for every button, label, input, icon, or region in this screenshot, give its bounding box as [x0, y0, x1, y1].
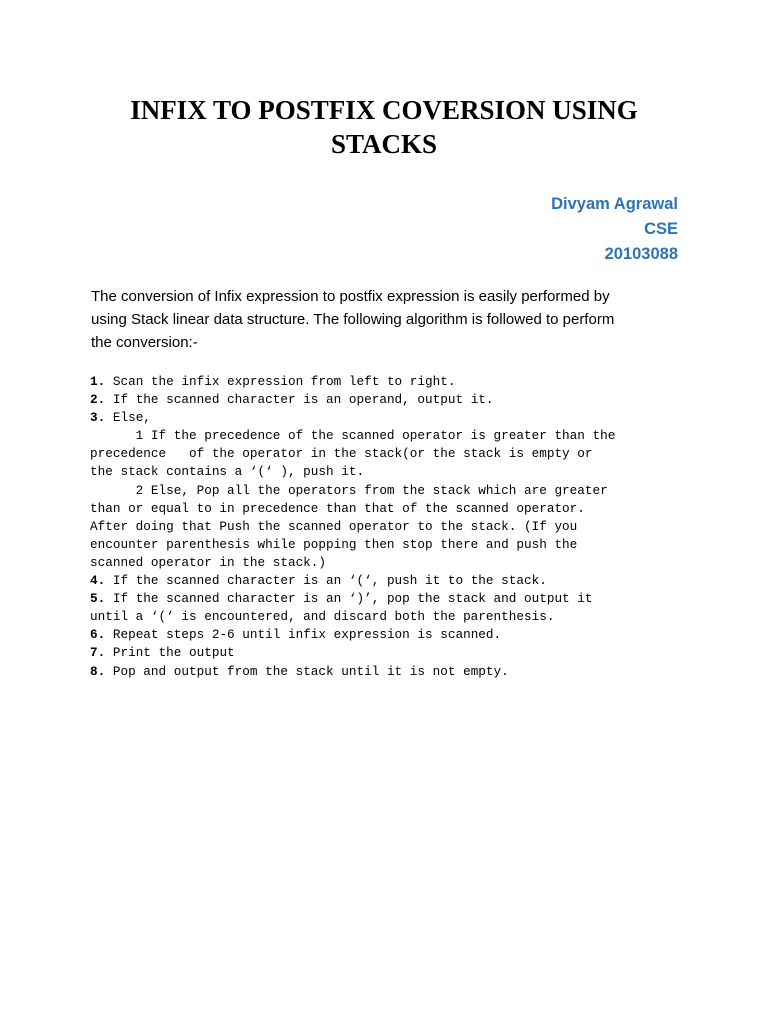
step-line [90, 536, 700, 554]
step-line [90, 626, 700, 644]
step-line [90, 590, 700, 608]
step-text: If the scanned character is an ‘)’, pop the stack and output it [105, 591, 593, 607]
step-number: 8. [90, 663, 106, 679]
step-text: encounter parenthesis while popping then stop there and push the [90, 536, 578, 552]
step-number: 5. [90, 591, 106, 607]
step-line [90, 644, 700, 662]
step-line [90, 500, 700, 518]
step-text: If the scanned character is an operand, output it. [105, 392, 494, 408]
intro-line: using Stack linear data structure. The following algorithm is followed to perform [91, 311, 615, 328]
author-name: Divyam Agrawal [551, 195, 678, 213]
step-text: Repeat steps 2-6 until infix expression is scanned. [105, 627, 502, 643]
step-text: until a ‘(‘ is encountered, and discard both the parenthesis. [90, 609, 555, 625]
step-line [90, 391, 700, 409]
step-text: After doing that Push the scanned operator to the stack. (If you [90, 518, 578, 534]
step-line [90, 608, 700, 626]
step-number: 4. [90, 573, 106, 589]
author-department: CSE [644, 220, 678, 238]
step-text: 1 If the precedence of the scanned operator is greater than the [90, 428, 616, 444]
step-text: Print the output [105, 645, 235, 661]
step-text: than or equal to in precedence than that of the scanned operator. [90, 500, 585, 516]
step-line [90, 463, 700, 481]
step-text: the stack contains a ‘(‘ ), push it. [90, 464, 365, 480]
step-line [90, 445, 700, 463]
step-text: Else, [105, 410, 151, 426]
intro-line: The conversion of Infix expression to postfix expression is easily performed by [91, 288, 610, 305]
step-line [90, 427, 700, 445]
step-text: scanned operator in the stack.) [90, 554, 327, 570]
step-line [90, 663, 700, 681]
step-line [90, 409, 700, 427]
step-line [90, 518, 700, 536]
step-line [90, 373, 700, 391]
title-line: STACKS [330, 129, 438, 159]
step-line [90, 554, 700, 572]
step-text: Pop and output from the stack until it is not empty. [105, 663, 509, 679]
title-line: INFIX TO POSTFIX COVERSION USING [130, 95, 638, 125]
intro-paragraph [91, 285, 691, 354]
author-roll-number: 20103088 [604, 245, 678, 263]
step-number: 7. [90, 645, 106, 661]
document-title [60, 93, 708, 161]
step-line [90, 482, 700, 500]
step-text: precedence of the operator in the stack(or the stack is empty or [90, 446, 593, 462]
step-line [90, 572, 700, 590]
step-number: 3. [90, 410, 106, 426]
step-number: 6. [90, 627, 106, 643]
step-text: 2 Else, Pop all the operators from the stack which are greater [90, 482, 608, 498]
step-text: If the scanned character is an ‘(‘, push it to the stack. [105, 573, 547, 589]
author-block [551, 192, 678, 267]
algorithm-steps [90, 373, 700, 681]
step-number: 2. [90, 392, 106, 408]
step-number: 1. [90, 374, 106, 389]
step-text: Scan the infix expression from left to right. [105, 374, 456, 389]
intro-line: the conversion:- [91, 334, 198, 351]
